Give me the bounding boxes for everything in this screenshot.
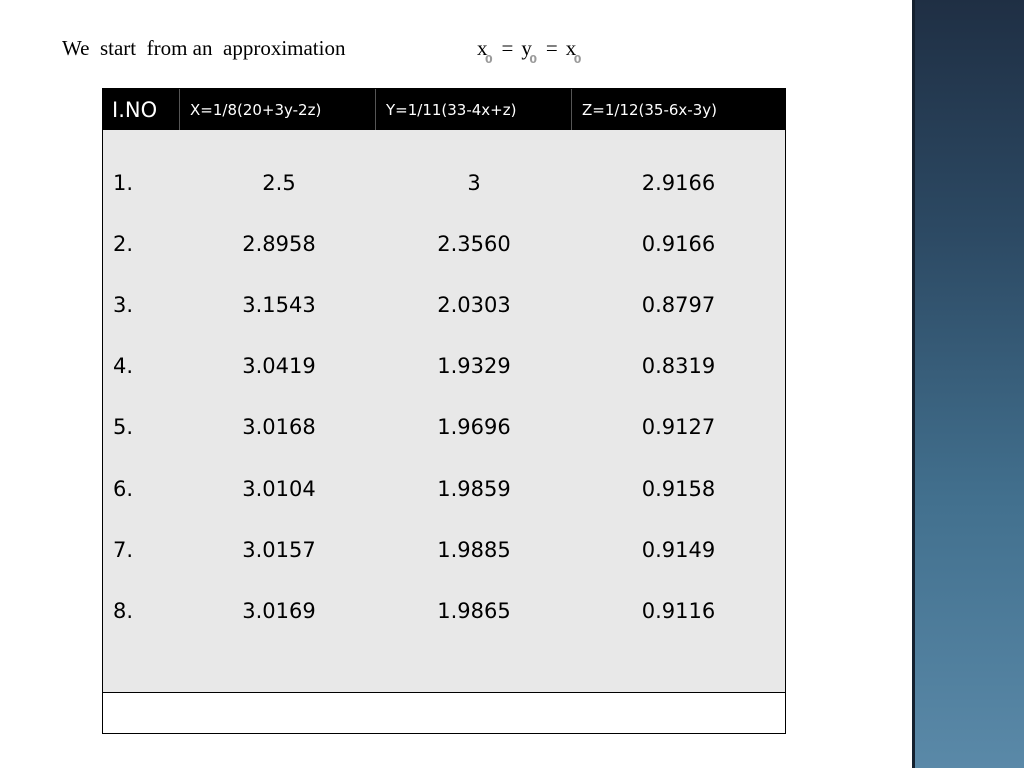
eq-y-subscript: 0 — [529, 53, 537, 66]
table-empty-footer-row — [103, 693, 785, 733]
cell-x: 3.0169 — [242, 599, 316, 623]
cell-z: 0.9158 — [641, 477, 716, 501]
cell-index: 8. — [113, 599, 134, 623]
cell-y: 1.9885 — [437, 538, 511, 562]
eq-x: x — [477, 36, 488, 60]
header-x-formula: X=1/8(20+3y-2z) — [180, 89, 376, 130]
cell-y: 2.3560 — [437, 232, 511, 256]
cell-z: 0.8319 — [641, 354, 716, 378]
cell-x: 2.5 — [262, 171, 296, 195]
eq-x2-subscript: 0 — [573, 53, 582, 66]
cell-x: 3.0419 — [242, 354, 316, 378]
table-row — [103, 351, 785, 381]
eq-equals-2: = — [545, 36, 558, 60]
cell-y: 1.9859 — [437, 477, 511, 501]
cell-z: 0.9116 — [641, 599, 716, 623]
eq-x2: x — [565, 36, 577, 60]
table-body — [103, 130, 785, 693]
cell-y: 2.0303 — [437, 293, 511, 317]
iteration-table — [102, 88, 786, 734]
cell-index: 3. — [113, 293, 134, 317]
cell-z: 0.9127 — [641, 415, 716, 439]
cell-y: 1.9696 — [437, 415, 511, 439]
cell-y: 1.9329 — [437, 354, 511, 378]
eq-y: y — [521, 36, 532, 60]
eq-var-z0 — [565, 34, 582, 66]
cell-index: 6. — [113, 477, 134, 501]
table-row — [103, 290, 785, 320]
table-row — [103, 474, 785, 504]
cell-index: 5. — [113, 415, 134, 439]
cell-z: 0.9166 — [641, 232, 716, 256]
cell-x: 3.0104 — [242, 477, 316, 501]
cell-index: 4. — [113, 354, 134, 378]
cell-z: 0.9149 — [641, 538, 716, 562]
initial-approximation-equation — [477, 34, 582, 66]
cell-x: 2.8958 — [242, 232, 316, 256]
cell-x: 3.0168 — [242, 415, 316, 439]
cell-y: 1.9865 — [437, 599, 511, 623]
cell-x: 3.1543 — [242, 293, 316, 317]
eq-var-y0 — [521, 34, 537, 66]
cell-z: 2.9166 — [641, 171, 716, 195]
table-row — [103, 596, 785, 626]
decorative-side-panel — [912, 0, 1024, 768]
intro-text: We start from an approximation — [62, 36, 346, 60]
table-row — [103, 168, 785, 198]
table-row — [103, 535, 785, 565]
cell-y: 3 — [467, 171, 481, 195]
header-z-formula: Z=1/12(35-6x-3y) — [582, 100, 717, 119]
header-ino: I.NO — [103, 89, 180, 130]
cell-z: 0.8797 — [641, 293, 716, 317]
table-row — [103, 229, 785, 259]
table-row — [103, 412, 785, 442]
eq-x-subscript: 0 — [485, 53, 493, 66]
table-header — [103, 89, 785, 130]
eq-var-x0 — [477, 34, 493, 66]
header-y-formula: Y=1/11(33-4x+z) — [376, 89, 572, 130]
cell-index: 7. — [113, 538, 134, 562]
cell-index: 2. — [113, 232, 134, 256]
cell-x: 3.0157 — [242, 538, 316, 562]
eq-equals-1: = — [501, 36, 514, 60]
cell-index: 1. — [113, 171, 134, 195]
